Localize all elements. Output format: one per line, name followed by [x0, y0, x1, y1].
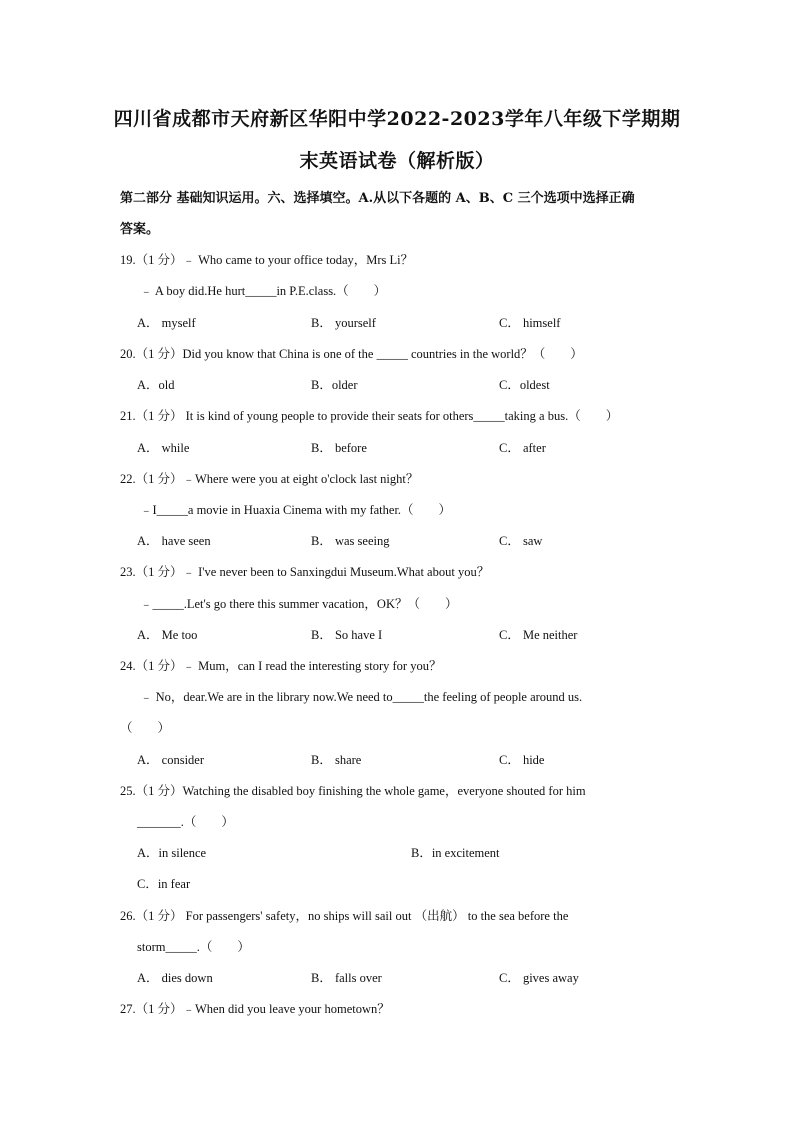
page-title-line-2: 末英语试卷（解析版）	[299, 150, 495, 172]
question-24-option-a: A． consider	[137, 753, 204, 767]
question-25-option-c: C．in fear	[137, 877, 191, 891]
question-22-option-b: B． was seeing	[311, 534, 390, 548]
question-19-option-a: A． myself	[137, 316, 196, 330]
question-19-option-c: C． himself	[499, 316, 561, 330]
question-26-option-c: C． gives away	[499, 971, 579, 985]
question-21-stem: 21.（1 分） It is kind of young people to provide their seats for others_____taking a bus.（ ）	[120, 409, 619, 423]
question-23-sub: ﹣_____.Let's go there this summer vacation，OK？（ ）	[140, 597, 458, 611]
question-21-option-b: B． before	[311, 441, 367, 455]
question-23-option-b: B． So have I	[311, 628, 383, 642]
question-25-option-a: A．in silence	[137, 846, 207, 860]
question-21-option-c: C． after	[499, 441, 546, 455]
question-19-stem: 19.（1 分）﹣ Who came to your office today，Mrs Li？	[120, 253, 414, 267]
page-title-line-1: 四川省成都市天府新区华阳中学2022-2023学年八年级下学期期	[113, 108, 681, 130]
section-heading-line-2: 答案。	[120, 222, 160, 237]
question-20-option-a: A．old	[137, 378, 175, 392]
question-24-option-b: B． share	[311, 753, 362, 767]
question-23-stem: 23.（1 分）﹣ I've never been to Sanxingdui Museum.What about you？	[120, 565, 490, 579]
question-23-option-a: A． Me too	[137, 628, 198, 642]
question-22-option-c: C． saw	[499, 534, 543, 548]
question-25-option-b: B．in excitement	[411, 846, 500, 860]
question-26-sub: storm_____.（ ）	[137, 940, 250, 954]
question-27-stem: 27.（1 分）﹣When did you leave your hometown？	[120, 1002, 390, 1016]
question-22-stem: 22.（1 分）﹣Where were you at eight o'clock last night？	[120, 472, 419, 486]
question-25-sub: _______.（ ）	[137, 815, 234, 829]
question-20-stem: 20.（1 分）Did you know that China is one of the _____ countries in the world？（ ）	[120, 347, 583, 361]
question-26-stem: 26.（1 分） For passengers' safety，no ships will sail out （出航） to the sea before the	[120, 909, 569, 923]
question-22-sub: ﹣I_____a movie in Huaxia Cinema with my father.（ ）	[140, 503, 452, 517]
section-heading-line-1: 第二部分 基础知识运用。六、选择填空。A.从以下各题的 A、B、C 三个选项中选择正确	[120, 191, 635, 206]
question-24-sub: ﹣ No，dear.We are in the library now.We need to_____the feeling of people around us.	[140, 690, 583, 704]
question-21-option-a: A． while	[137, 441, 190, 455]
question-20-option-b: B．older	[311, 378, 358, 392]
question-24-option-c: C． hide	[499, 753, 545, 767]
question-19-sub: ﹣ A boy did.He hurt_____in P.E.class.（ ）	[140, 284, 387, 298]
question-23-option-c: C． Me neither	[499, 628, 578, 642]
question-19-option-b: B． yourself	[311, 316, 376, 330]
question-24-stem: 24.（1 分）﹣ Mum，can I read the interesting story for you？	[120, 659, 442, 673]
question-22-option-a: A． have seen	[137, 534, 211, 548]
question-24-sub-bracket: （ ）	[120, 721, 171, 735]
question-25-stem: 25.（1 分）Watching the disabled boy finishing the whole game，everyone shouted for him	[120, 784, 586, 798]
question-26-option-a: A． dies down	[137, 971, 213, 985]
question-20-option-c: C．oldest	[499, 378, 550, 392]
question-26-option-b: B． falls over	[311, 971, 382, 985]
